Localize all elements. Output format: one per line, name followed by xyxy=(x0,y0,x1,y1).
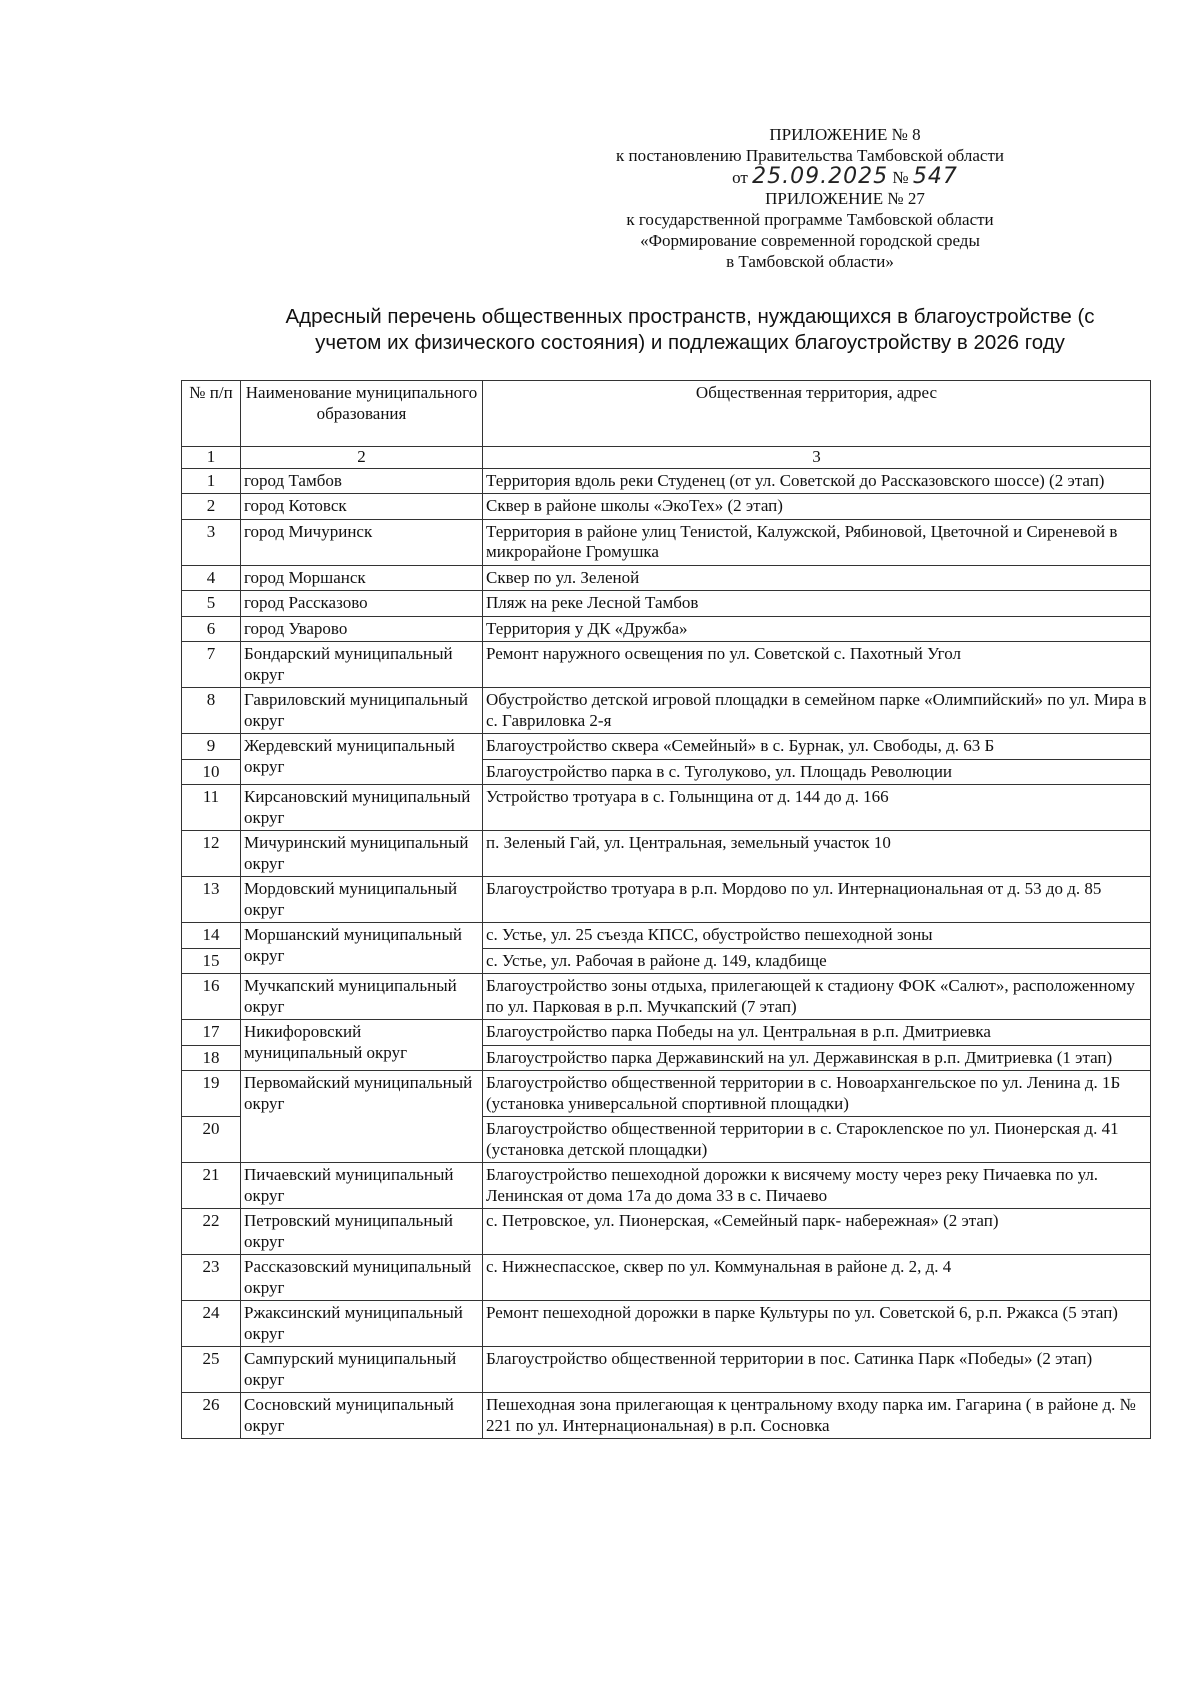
row-number: 22 xyxy=(182,1209,241,1255)
row-number: 5 xyxy=(182,591,241,617)
header-municipality: Наименование муниципального образования xyxy=(241,381,483,447)
row-number: 20 xyxy=(182,1117,241,1163)
col-number-2: 2 xyxy=(241,447,483,469)
row-number: 9 xyxy=(182,734,241,760)
municipality-name: Жердевский муниципальный округ xyxy=(241,734,483,785)
row-number: 24 xyxy=(182,1301,241,1347)
handwritten-date: 25.09.2025 xyxy=(752,164,889,189)
table-header-row xyxy=(182,381,1151,447)
col-number-1: 1 xyxy=(182,447,241,469)
row-number: 21 xyxy=(182,1163,241,1209)
row-number: 19 xyxy=(182,1071,241,1117)
col-number-3: 3 xyxy=(483,447,1151,469)
municipality-name: Гавриловский муниципальный округ xyxy=(241,688,483,734)
column-number-row xyxy=(182,447,1151,469)
territory-address: Ремонт наружного освещения по ул. Советской с. Пахотный Угол xyxy=(483,642,1151,688)
territory-address: с. Петровское, ул. Пионерская, «Семейный парк- набережная» (2 этап) xyxy=(483,1209,1151,1255)
territory-address: Благоустройство парка Победы на ул. Центральная в р.п. Дмитриевка xyxy=(483,1020,1151,1046)
table-row xyxy=(182,974,1151,1020)
table-row xyxy=(182,1255,1151,1301)
row-number: 7 xyxy=(182,642,241,688)
row-number: 15 xyxy=(182,948,241,974)
row-number: 4 xyxy=(182,565,241,591)
header-territory: Общественная территория, адрес xyxy=(483,381,1151,447)
table-row xyxy=(182,591,1151,617)
municipality-name: Кирсановский муниципальный округ xyxy=(241,785,483,831)
territory-address: Территория в районе улиц Тенистой, Калужской, Рябиновой, Цветочной и Сиреневой в микрорайоне Громушка xyxy=(483,519,1151,565)
table-row xyxy=(182,785,1151,831)
municipality-name: Сампурский муниципальный округ xyxy=(241,1347,483,1393)
title-line-2: учетом их физического состояния) и подлежащих благоустройству в 2026 году xyxy=(315,331,1065,354)
table-row xyxy=(182,1071,1151,1117)
row-number: 6 xyxy=(182,616,241,642)
document-title xyxy=(240,304,1140,356)
territory-address: Сквер по ул. Зеленой xyxy=(483,565,1151,591)
municipality-name: город Мичуринск xyxy=(241,519,483,565)
municipality-name: Петровский муниципальный округ xyxy=(241,1209,483,1255)
row-number: 23 xyxy=(182,1255,241,1301)
table-row xyxy=(182,877,1151,923)
table-row xyxy=(182,688,1151,734)
municipality-name: город Рассказово xyxy=(241,591,483,617)
table-row xyxy=(182,565,1151,591)
table-row xyxy=(182,468,1151,494)
row-number: 26 xyxy=(182,1393,241,1439)
table-row xyxy=(182,519,1151,565)
row-number: 17 xyxy=(182,1020,241,1046)
municipality-name: город Моршанск xyxy=(241,565,483,591)
handwritten-number: 547 xyxy=(912,164,958,189)
municipality-name: Мордовский муниципальный округ xyxy=(241,877,483,923)
appendix-27-label: ПРИЛОЖЕНИЕ № 27 xyxy=(765,189,925,208)
appendix-8-label: ПРИЛОЖЕНИЕ № 8 xyxy=(769,125,921,144)
document-header xyxy=(540,124,1080,272)
row-number: 1 xyxy=(182,468,241,494)
table-row xyxy=(182,734,1151,760)
municipality-name: город Тамбов xyxy=(241,468,483,494)
table-row xyxy=(182,1393,1151,1439)
municipality-name: Сосновский муниципальный округ xyxy=(241,1393,483,1439)
municipality-name: Рассказовский муниципальный округ xyxy=(241,1255,483,1301)
municipality-name: город Уварово xyxy=(241,616,483,642)
territory-address: Пляж на реке Лесной Тамбов xyxy=(483,591,1151,617)
municipality-name: Пичаевский муниципальный округ xyxy=(241,1163,483,1209)
territory-address: Благоустройство общественной территории в с. Староклenское по ул. Пионерская д. 41 (установка детской площадки) xyxy=(483,1117,1151,1163)
resolution-line: к постановлению Правительства Тамбовской области xyxy=(615,146,1005,165)
territory-address: Территория вдоль реки Студенец (от ул. Советской до Рассказовского шоссе) (2 этап) xyxy=(483,468,1151,494)
municipality-name: Бондарский муниципальный округ xyxy=(241,642,483,688)
municipality-name: Никифоровский муниципальный округ xyxy=(241,1020,483,1071)
territory-address: Благоустройство сквера «Семейный» в с. Бурнак, ул. Свободы, д. 63 Б xyxy=(483,734,1151,760)
row-number: 25 xyxy=(182,1347,241,1393)
municipality-name: Ржаксинский муниципальный округ xyxy=(241,1301,483,1347)
table-row xyxy=(182,494,1151,520)
territory-address: с. Устье, ул. Рабочая в районе д. 149, кладбище xyxy=(483,948,1151,974)
row-number: 12 xyxy=(182,831,241,877)
territory-address: Ремонт пешеходной дорожки в парке Культуры по ул. Советской 6, р.п. Ржакса (5 этап) xyxy=(483,1301,1151,1347)
municipality-name: Моршанский муниципальный округ xyxy=(241,923,483,974)
row-number: 14 xyxy=(182,923,241,949)
territory-address: Сквер в районе школы «ЭкоТех» (2 этап) xyxy=(483,494,1151,520)
territory-address: Благоустройство пешеходной дорожки к висячему мосту через реку Пичаевка по ул. Ленинская от дома 17а до дома 33 в с. Пичаево xyxy=(483,1163,1151,1209)
resolution-date-line xyxy=(540,166,1080,188)
table-row xyxy=(182,1209,1151,1255)
table-row xyxy=(182,923,1151,949)
territory-address: Благоустройство парка в с. Туголуково, ул. Площадь Революции xyxy=(483,759,1151,785)
row-number: 18 xyxy=(182,1045,241,1071)
territory-address: Благоустройство парка Державинский на ул. Державинская в р.п. Дмитриевка (1 этап) xyxy=(483,1045,1151,1071)
table-row xyxy=(182,1020,1151,1046)
row-number: 13 xyxy=(182,877,241,923)
territory-address: п. Зеленый Гай, ул. Центральная, земельный участок 10 xyxy=(483,831,1151,877)
territory-address: Пешеходная зона прилегающая к центральному входу парка им. Гагарина ( в районе д. № 221 по ул. Интернациональная) в р.п. Сосновка xyxy=(483,1393,1151,1439)
territory-address: Устройство тротуара в с. Голынщина от д. 144 до д. 166 xyxy=(483,785,1151,831)
row-number: 2 xyxy=(182,494,241,520)
territory-address: Благоустройство зоны отдыха, прилегающей к стадиону ФОК «Салют», расположенному по ул. Парковая в р.п. Мучкапский (7 этап) xyxy=(483,974,1151,1020)
territory-address: с. Нижнеспасское, сквер по ул. Коммунальная в районе д. 2, д. 4 xyxy=(483,1255,1151,1301)
header-number: № п/п xyxy=(182,381,241,447)
territory-address: Территория у ДК «Дружба» xyxy=(483,616,1151,642)
municipality-name: город Котовск xyxy=(241,494,483,520)
row-number: 16 xyxy=(182,974,241,1020)
program-line-1: к государственной программе Тамбовской области xyxy=(626,210,994,229)
date-prefix: от xyxy=(732,168,748,187)
number-prefix: № xyxy=(892,168,909,187)
title-line-1: Адресный перечень общественных пространств, нуждающихся в благоустройстве (с xyxy=(285,305,1095,328)
table-row xyxy=(182,1301,1151,1347)
territory-address: с. Устье, ул. 25 съезда КПСС, обустройство пешеходной зоны xyxy=(483,923,1151,949)
territory-address: Благоустройство общественной территории в пос. Сатинка Парк «Победы» (2 этап) xyxy=(483,1347,1151,1393)
territory-address: Благоустройство общественной территории в с. Новоархангельское по ул. Ленина д. 1Б (установка универсальной спортивной площадки) xyxy=(483,1071,1151,1117)
program-line-2: «Формирование современной городской среды xyxy=(640,231,980,250)
municipality-name: Первомайский муниципальный округ xyxy=(241,1071,483,1163)
program-line-3: в Тамбовской области» xyxy=(726,252,894,271)
table-row xyxy=(182,831,1151,877)
municipality-name: Мучкапский муниципальный округ xyxy=(241,974,483,1020)
table-row xyxy=(182,1347,1151,1393)
row-number: 3 xyxy=(182,519,241,565)
table-row xyxy=(182,642,1151,688)
table-row xyxy=(182,616,1151,642)
row-number: 8 xyxy=(182,688,241,734)
territory-address: Обустройство детской игровой площадки в семейном парке «Олимпийский» по ул. Мира в с. Гавриловка 2-я xyxy=(483,688,1151,734)
row-number: 11 xyxy=(182,785,241,831)
table-row xyxy=(182,1163,1151,1209)
row-number: 10 xyxy=(182,759,241,785)
territories-table xyxy=(181,380,1151,1439)
municipality-name: Мичуринский муниципальный округ xyxy=(241,831,483,877)
territory-address: Благоустройство тротуара в р.п. Мордово по ул. Интернациональная от д. 53 до д. 85 xyxy=(483,877,1151,923)
